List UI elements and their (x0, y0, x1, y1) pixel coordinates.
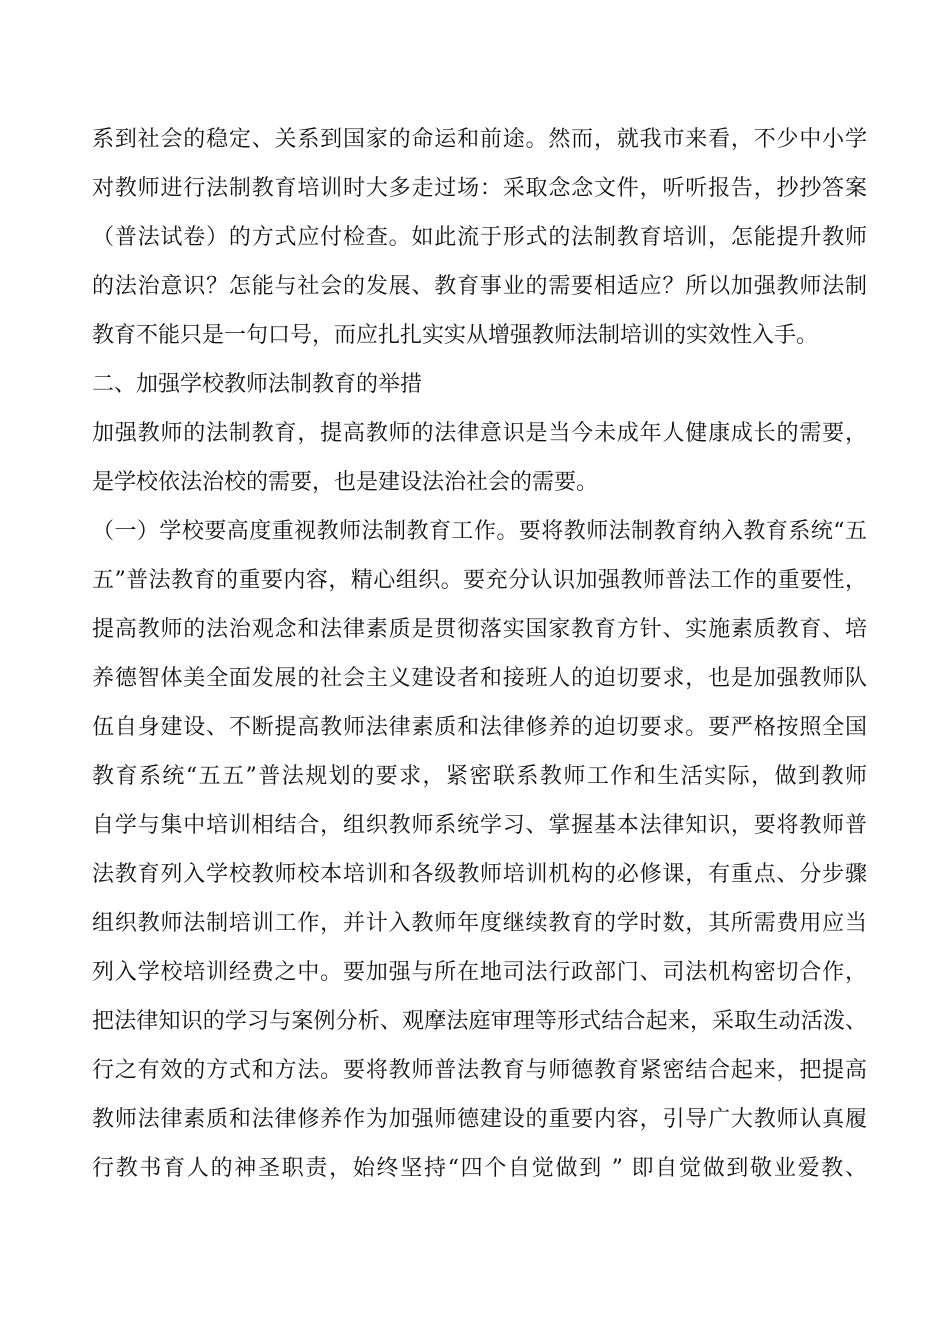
text-line: 的法治意识？怎能与社会的发展、教育事业的需要相适应？所以加强教师法制 (92, 274, 867, 299)
text-line: 是学校依法治校的需要，也是建设法治社会的需要。 (92, 470, 599, 495)
text-line: 教育系统“五五”普法规划的要求，紧密联系教师工作和生活实际，做到教师 (92, 764, 867, 789)
text-line: 自学与集中培训相结合，组织教师系统学习、掌握基本法律知识，要将教师普 (92, 813, 867, 838)
text-line: 行教书育人的神圣职责，始终坚持“四个自觉做到 ” 即自觉做到敬业爱教、 (92, 1156, 867, 1181)
text-line: 行之有效的方式和方法。要将教师普法教育与师德教育紧密结合起来，把提高 (92, 1058, 867, 1083)
text-line: 组织教师法制培训工作，并计入教师年度继续教育的学时数，其所需费用应当 (92, 911, 867, 936)
heading-line: 二、加强学校教师法制教育的举措 (92, 372, 423, 397)
text-line: 系到社会的稳定、关系到国家的命运和前途。然而，就我市来看，不少中小学 (92, 127, 867, 152)
text-line: 列入学校培训经费之中。要加强与所在地司法行政部门、司法机构密切合作， (92, 960, 867, 985)
text-line: （一）学校要高度重视教师法制教育工作。要将教师法制教育纳入教育系统“五 (92, 519, 867, 544)
paragraph-1 (92, 115, 867, 360)
text-line: 教师法律素质和法律修养作为加强师德建设的重要内容，引导广大教师认真履 (92, 1107, 867, 1132)
text-line: 五”普法教育的重要内容，精心组织。要充分认识加强教师普法工作的重要性， (92, 568, 867, 593)
text-line: 对教师进行法制教育培训时大多走过场：采取念念文件，听听报告，抄抄答案 (92, 176, 867, 201)
text-line: 把法律知识的学习与案例分析、观摩法庭审理等形式结合起来，采取生动活泼、 (92, 1009, 867, 1034)
text-line: 伍自身建设、不断提高教师法律素质和法律修养的迫切要求。要严格按照全国 (92, 715, 867, 740)
text-line: 教育不能只是一句口号，而应扎扎实实从增强教师法制培训的实效性入手。 (92, 323, 819, 348)
document-page (92, 115, 867, 1193)
text-line: 养德智体美全面发展的社会主义建设者和接班人的迫切要求，也是加强教师队 (92, 666, 867, 691)
paragraph-4 (92, 507, 867, 1193)
text-line: 加强教师的法制教育，提高教师的法律意识是当今未成年人健康成长的需要， (92, 421, 867, 446)
text-line: 法教育列入学校教师校本培训和各级教师培训机构的必修课，有重点、分步骤 (92, 862, 867, 887)
paragraph-3 (92, 409, 867, 507)
text-line: （普法试卷）的方式应付检查。如此流于形式的法制教育培训，怎能提升教师 (92, 225, 867, 250)
text-line: 提高教师的法治观念和法律素质是贯彻落实国家教育方针、实施素质教育、培 (92, 617, 867, 642)
section-heading (92, 360, 867, 409)
